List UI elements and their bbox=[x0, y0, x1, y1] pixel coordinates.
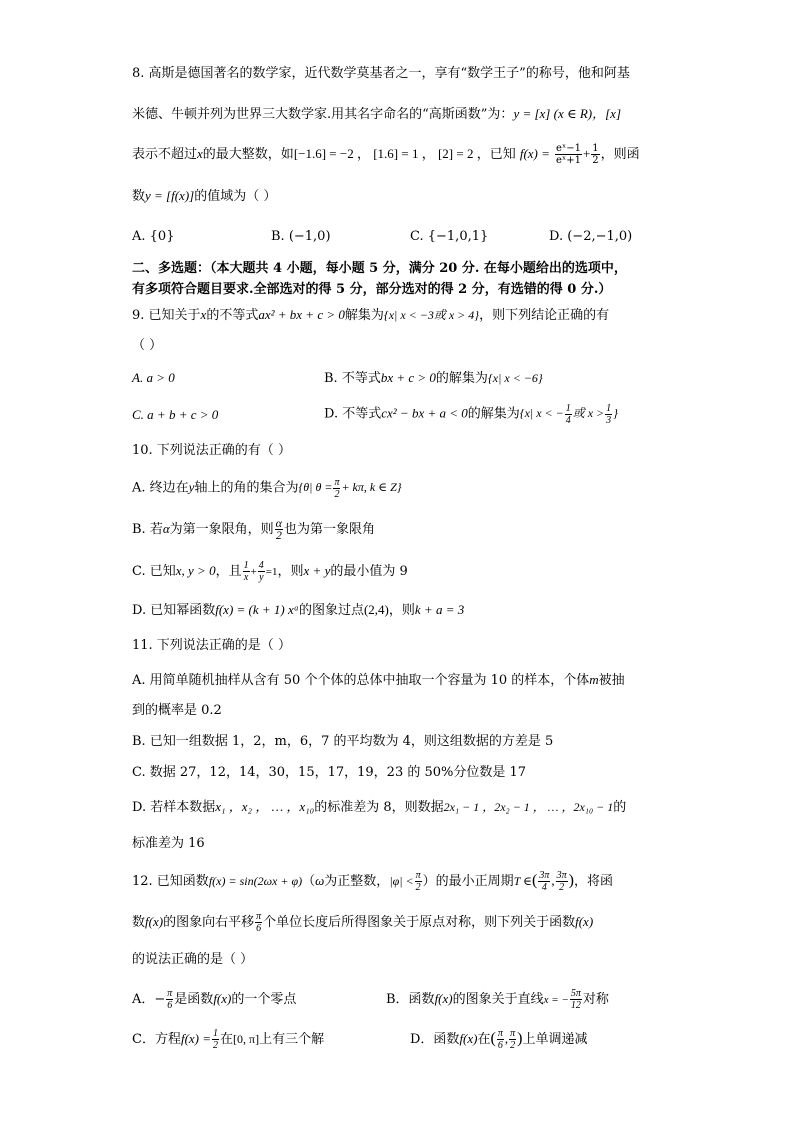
q10-option-d-b: 的图象过点 bbox=[298, 603, 364, 618]
q12-period: T ∈ bbox=[513, 874, 533, 888]
q12-option-a-c: 的一个零点 bbox=[231, 992, 297, 1007]
q10-option-a-frac-den: 2 bbox=[334, 489, 340, 500]
q8-line4-b: 的值域为（ ） bbox=[194, 189, 277, 204]
q10-option-c-plus: + bbox=[250, 566, 257, 578]
q12-phi-frac-den: 2 bbox=[415, 882, 421, 893]
q9-option-d-frac2 bbox=[605, 403, 612, 426]
q9-option-b[interactable] bbox=[324, 368, 543, 389]
q9-inequality: ax² + bx + c > 0 bbox=[258, 307, 345, 322]
q12-line2-f2: f(x) bbox=[575, 914, 594, 929]
q12-period-comma: , bbox=[551, 873, 555, 888]
q8-option-d[interactable]: D. (−2,−1,0) bbox=[549, 229, 633, 244]
q9-option-d-frac1-den: 4 bbox=[565, 415, 571, 426]
q9-option-c[interactable] bbox=[132, 405, 218, 426]
q10-option-c-xy: x, y > 0 bbox=[175, 563, 216, 578]
q12-option-d-b: 在 bbox=[477, 1032, 491, 1047]
q10-option-d-ka: k + a = 3 bbox=[414, 602, 465, 617]
q10-option-c-b: ，且 bbox=[215, 564, 242, 579]
q8-frac1-den: eˣ+1 bbox=[556, 155, 581, 166]
q10-option-c-eq: =1 bbox=[265, 566, 278, 578]
q12-option-c[interactable] bbox=[132, 1028, 324, 1051]
q11-line1: 11. 下列说法正确的是（ ） bbox=[132, 638, 291, 653]
q9-line1-b: 的不等式 bbox=[206, 308, 259, 323]
q12-option-b-frac bbox=[570, 988, 582, 1011]
q10-option-c-frac1 bbox=[243, 560, 250, 583]
q12-option-b-b: 的图象关于直线 bbox=[452, 992, 544, 1007]
q10-option-a-a: A. 终边在 bbox=[132, 480, 189, 496]
q12-period-frac2-den: 2 bbox=[559, 882, 565, 893]
q11-option-a-m: m bbox=[589, 672, 599, 687]
q8-frac2-den: 2 bbox=[592, 155, 599, 166]
q10-option-a-frac-num: π bbox=[334, 477, 340, 488]
q9-option-d[interactable] bbox=[324, 403, 618, 426]
q11-option-d[interactable] bbox=[132, 797, 626, 818]
q12-option-b-frac-num: 5π bbox=[570, 988, 581, 999]
q12-line1-c: 为正整数， bbox=[324, 874, 390, 889]
q9-option-d-formula: cx² − bx + a < 0 bbox=[381, 405, 468, 421]
section2-heading-line1: 二、多选题：（本大题共 4 小题，每小题 5 分，满分 20 分. 在每小题给出的选项中， bbox=[132, 261, 627, 276]
q11-option-a-line2: 到的概率是 0.2 bbox=[132, 703, 222, 718]
q12-option-d-comma: , bbox=[504, 1031, 509, 1046]
q9-line2: （ ） bbox=[132, 338, 163, 353]
q12-shift-frac bbox=[255, 911, 262, 934]
q10-option-a-b: 轴上的角的集合为 bbox=[194, 480, 299, 496]
q11-option-d-b: 的标准差为 8，则数据 bbox=[314, 800, 444, 815]
q12-period-frac1-den: 4 bbox=[541, 882, 547, 893]
q10-option-a-set-b: + kπ, k ∈ Z} bbox=[341, 480, 402, 495]
section2-heading-line2: 有多项符合题目要求.全部选对的得 5 分，部分选对的得 2 分，有选错的得 0 分.） bbox=[132, 282, 612, 297]
q12-period-frac2-num: 3π bbox=[556, 870, 567, 881]
q10-option-a[interactable] bbox=[132, 477, 402, 500]
q10-option-d[interactable] bbox=[132, 600, 464, 621]
q12-option-c-c: 上有三个解 bbox=[259, 1032, 325, 1047]
q12-option-c-interval: [0, π] bbox=[233, 1032, 260, 1046]
q8-option-c[interactable]: C. {−1,0,1} bbox=[410, 229, 489, 244]
q12-period-frac2 bbox=[556, 870, 568, 893]
q12-line3: 的说法正确的是（ ） bbox=[132, 952, 254, 967]
q8-line4-a: 数 bbox=[132, 189, 146, 204]
q12-line2-a: 数 bbox=[132, 915, 146, 930]
q10-option-c-frac2 bbox=[258, 560, 265, 583]
q9-option-b-set: {x| x < −6} bbox=[487, 371, 543, 385]
q12-option-d-lparen: ( bbox=[490, 1030, 496, 1047]
q12-line1 bbox=[132, 870, 613, 893]
q12-option-d[interactable] bbox=[410, 1028, 587, 1051]
q12-option-b-x: x = − bbox=[543, 994, 569, 1006]
q9-line1 bbox=[132, 305, 609, 326]
q12-phi: |φ| < bbox=[389, 874, 414, 888]
q12-option-d-a: D．函数 bbox=[410, 1032, 460, 1047]
q10-option-d-formula: f(x) = (k + 1) xᵃ bbox=[215, 602, 299, 617]
q12-line2-c: 个单位长度后所得图象关于原点对称，则下列关于函数 bbox=[263, 915, 576, 930]
q9-option-d-frac2-num: 1 bbox=[606, 403, 612, 414]
q12-line1-a: 12. 已知函数 bbox=[132, 874, 209, 889]
q11-option-d-y: 2x₁ − 1 ，2x₂ − 1 ， … ，2x₁₀ − 1 bbox=[443, 800, 614, 814]
q10-option-d-c: ，则 bbox=[388, 603, 415, 618]
q12-omega: ω bbox=[315, 873, 325, 888]
q12-option-b[interactable] bbox=[386, 988, 609, 1011]
q9-option-d-a: D. 不等式 bbox=[324, 406, 382, 422]
q12-option-a-frac-num: π bbox=[167, 988, 173, 999]
q8-line4 bbox=[132, 186, 276, 207]
q8-range-formula: y = [f(x)] bbox=[145, 188, 195, 203]
q10-option-c-sum: x + y bbox=[303, 563, 331, 578]
q9-option-c-text: C. a + b + c > 0 bbox=[132, 407, 219, 422]
q10-option-c-frac2-den: y bbox=[259, 572, 264, 583]
q10-line1: 10. 下列说法正确的有（ ） bbox=[132, 443, 291, 458]
q12-option-d-frac2-num: π bbox=[510, 1028, 516, 1039]
q12-option-d-rparen: ) bbox=[517, 1030, 523, 1047]
q10-option-c-frac1-num: 1 bbox=[243, 560, 249, 571]
q11-option-c[interactable]: C. 数据 27，12，14，30，15，17，19，23 的 50%分位数是 17 bbox=[132, 765, 527, 780]
q8-line2 bbox=[132, 104, 621, 125]
q12-phi-frac-num: π bbox=[415, 870, 421, 881]
q12-shift-frac-den: 6 bbox=[256, 923, 262, 934]
q11-option-a-b: 被抽 bbox=[598, 673, 625, 688]
q12-phi-frac bbox=[415, 870, 422, 893]
q12-line2-b: 的图象向右平移 bbox=[163, 915, 255, 930]
q10-option-b-c: 也为第一象限角 bbox=[283, 522, 375, 537]
q8-frac1-num: eˣ−1 bbox=[556, 143, 581, 154]
q12-line1-b: （ bbox=[302, 874, 316, 889]
q11-option-b[interactable]: B. 已知一组数据 1，2，m，6，7 的平均数为 4，则这组数据的方差是 5 bbox=[132, 734, 554, 749]
q9-option-d-frac1-num: 1 bbox=[565, 403, 571, 414]
q12-option-a-frac-den: 6 bbox=[167, 1000, 173, 1011]
q12-line2-f: f(x) bbox=[145, 914, 164, 929]
q10-option-a-set bbox=[298, 477, 402, 500]
q12-option-b-a: B．函数 bbox=[386, 992, 435, 1007]
q9-var-x: x bbox=[200, 307, 207, 322]
q10-option-b-frac-den: 2 bbox=[275, 528, 282, 542]
q12-option-d-frac2 bbox=[509, 1028, 516, 1051]
q8-option-a[interactable]: A. {0} bbox=[132, 229, 175, 244]
q12-option-a-frac bbox=[166, 988, 173, 1011]
q8-plus: + bbox=[582, 146, 591, 161]
q10-option-c-c: ，则 bbox=[277, 564, 304, 579]
q10-option-c-frac2-num: 4 bbox=[258, 560, 264, 571]
q11-option-d-line2: 标准差为 16 bbox=[132, 836, 205, 851]
q10-option-b-alpha: α bbox=[162, 521, 170, 536]
q12-option-d-c: 上单调递减 bbox=[522, 1032, 588, 1047]
q10-option-d-a: D. 已知幂函数 bbox=[132, 603, 216, 618]
q10-option-a-set-a: {θ| θ = bbox=[298, 480, 333, 495]
q8-frac2 bbox=[591, 143, 599, 166]
q9-option-b-b: 的解集为 bbox=[435, 371, 488, 386]
q9-option-d-set-c: } bbox=[613, 406, 618, 421]
q10-option-b-frac bbox=[275, 518, 283, 541]
q8-frac2-num: 1 bbox=[592, 143, 599, 154]
q12-option-c-frac-num: 1 bbox=[213, 1028, 219, 1039]
q12-option-b-frac-den: 12 bbox=[570, 1000, 581, 1011]
q8-line3-b: 的最大整数，如 bbox=[202, 147, 294, 162]
q9-option-a[interactable] bbox=[132, 368, 175, 389]
q12-line1-d: ）的最小正周期 bbox=[422, 874, 514, 889]
q10-option-b[interactable] bbox=[132, 518, 375, 541]
q9-option-d-set-b: 或 x > bbox=[572, 406, 605, 421]
q9-option-b-formula: bx + c > 0 bbox=[380, 370, 436, 385]
q9-option-d-b: 的解集为 bbox=[467, 406, 520, 422]
q9-solution-set: {x| x < −3或 x > 4} bbox=[383, 308, 480, 322]
q8-examples: [−1.6] = −2 ， [1.6] = 1 ， [2] = 2 ，已知 bbox=[293, 146, 516, 161]
q12-option-c-b: 在 bbox=[220, 1032, 234, 1047]
q11-option-d-a: D. 若样本数据 bbox=[132, 800, 216, 815]
q12-option-c-frac bbox=[212, 1028, 219, 1051]
q12-period-frac1 bbox=[538, 870, 550, 893]
q12-option-d-frac1 bbox=[497, 1028, 504, 1051]
q8-line3-end: ，则函 bbox=[600, 147, 640, 162]
q8-option-b[interactable]: B. (−1,0) bbox=[271, 229, 331, 244]
q12-option-d-frac2-den: 2 bbox=[510, 1040, 516, 1051]
q9-option-d-frac1 bbox=[565, 403, 572, 426]
q10-option-b-a: B. 若 bbox=[132, 522, 163, 537]
q8-line2-text: 米德、牛顿并列为世界三大数学家.用其名字命名的“高斯函数”为： bbox=[132, 107, 514, 122]
q10-option-c-frac1-den: x bbox=[243, 572, 249, 583]
q9-line1-d: ，则下列结论正确的有 bbox=[479, 308, 610, 323]
q8-line3 bbox=[132, 143, 640, 166]
q12-option-a[interactable] bbox=[132, 988, 296, 1011]
q12-option-d-f: f(x) bbox=[459, 1031, 478, 1046]
q9-option-d-set bbox=[519, 403, 618, 426]
q10-option-a-frac bbox=[333, 477, 340, 500]
q9-line1-c: 解集为 bbox=[344, 308, 384, 323]
q8-gauss-formula: y = [x] (x ∈ R)，[x] bbox=[513, 106, 621, 121]
q9-option-d-frac2-den: 3 bbox=[606, 415, 612, 426]
q12-option-b-f: f(x) bbox=[434, 991, 453, 1006]
q11-option-a-a: A. 用简单随机抽样从含有 50 个个体的总体中抽取一个容量为 10 的样本，个体 bbox=[132, 673, 590, 688]
q11-option-d-c: 的 bbox=[613, 800, 627, 815]
q12-option-a-b: 是函数 bbox=[174, 992, 214, 1007]
q10-option-d-point: (2,4) bbox=[363, 602, 389, 617]
q12-shift-frac-num: π bbox=[256, 911, 262, 922]
q12-option-c-f: f(x) = bbox=[180, 1031, 212, 1046]
q12-line1-e: ，将函 bbox=[573, 874, 613, 889]
q12-option-d-frac1-den: 6 bbox=[497, 1040, 503, 1051]
q11-option-a[interactable] bbox=[132, 670, 625, 691]
q9-option-b-a: B. 不等式 bbox=[324, 371, 381, 386]
q12-option-b-c: 对称 bbox=[582, 992, 609, 1007]
q8-line3-a: 表示不超过 bbox=[132, 147, 198, 162]
q12-period-rparen: ) bbox=[568, 872, 574, 889]
q12-option-a-f: f(x) bbox=[213, 991, 232, 1006]
q12-period-lparen: ( bbox=[532, 872, 538, 889]
q10-option-a-y: y bbox=[188, 479, 195, 495]
q8-frac1 bbox=[555, 143, 582, 166]
q9-option-d-set-a: {x| x < − bbox=[519, 406, 564, 421]
q12-period-frac1-num: 3π bbox=[539, 870, 550, 881]
q8-var-x: x bbox=[197, 146, 203, 161]
q12-function: f(x) = sin(2ωx + φ) bbox=[208, 874, 303, 888]
q10-option-b-b: 为第一象限角，则 bbox=[169, 522, 274, 537]
q12-line2 bbox=[132, 911, 593, 934]
q12-option-d-frac1-num: π bbox=[497, 1028, 503, 1039]
q8-fx: f(x) = bbox=[519, 146, 550, 161]
q8-line1: 8. 高斯是德国著名的数学家，近代数学莫基者之一，享有“数学王子”的称号，他和阿基 bbox=[132, 66, 630, 81]
q12-option-c-a: C．方程 bbox=[132, 1032, 181, 1047]
q12-option-a-a: A．− bbox=[132, 992, 166, 1007]
q10-option-c[interactable] bbox=[132, 560, 408, 583]
q9-line1-a: 9. 已知关于 bbox=[132, 308, 201, 323]
q9-option-a-text: A. a > 0 bbox=[132, 370, 175, 385]
q10-option-b-frac-num: α bbox=[275, 516, 282, 530]
q12-option-c-frac-den: 2 bbox=[213, 1040, 219, 1051]
q10-option-c-d: 的最小值为 9 bbox=[330, 564, 408, 579]
q10-option-c-a: C. 已知 bbox=[132, 564, 176, 579]
q11-option-d-x: x₁ ，x₂ ， … ，x₁₀ bbox=[215, 799, 315, 814]
